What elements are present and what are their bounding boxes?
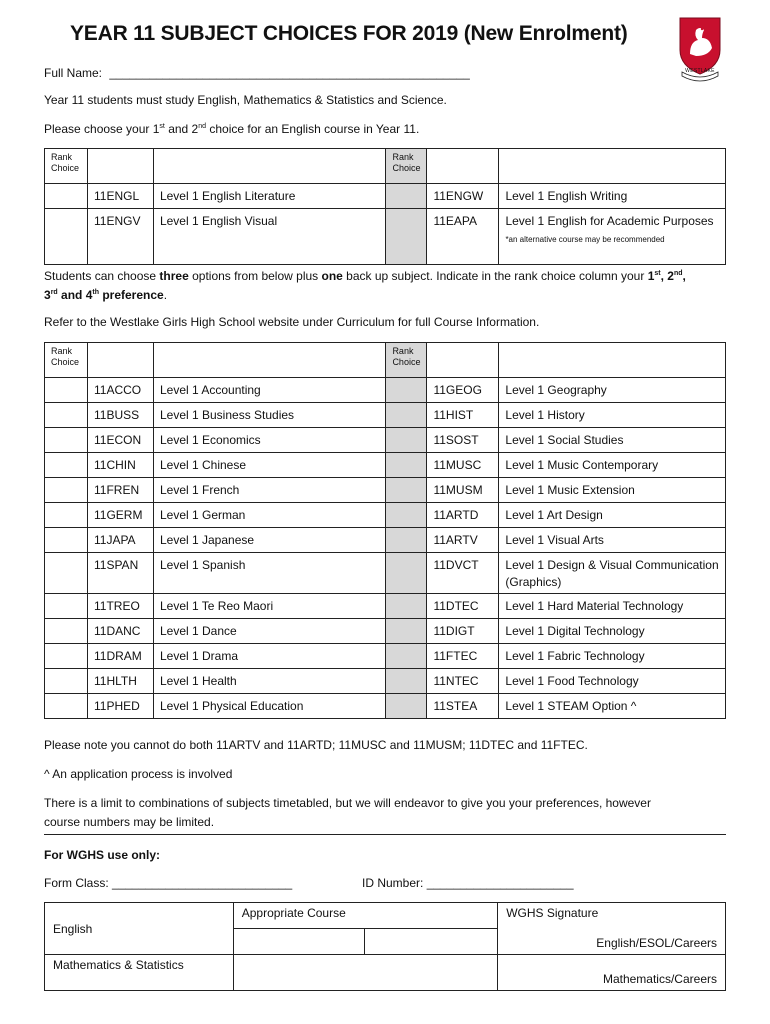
course-name: Level 1 Design & Visual Communication (Graphics) [499,553,726,594]
course-code: 11DRAM [87,644,153,669]
course-name: Level 1 Visual Arts [499,528,726,553]
course-name-with-note [499,209,726,265]
course-name: Level 1 Fabric Technology [499,644,726,669]
office-use-table [44,902,726,991]
course-code: 11HIST [427,403,499,428]
english-choice-table [44,148,726,265]
course-name: Level 1 Japanese [153,528,385,553]
rank-input[interactable] [386,594,427,619]
rank-input[interactable] [386,184,427,209]
intro-requirement: Year 11 students must study English, Mathematics & Statistics and Science. [44,93,447,107]
rank-input[interactable] [45,619,88,644]
rank-input[interactable] [45,503,88,528]
course-name: Level 1 German [153,503,385,528]
rank-choice-header: Rank Choice [386,149,427,184]
course-code: 11ARTD [427,503,499,528]
rank-choice-header: Rank Choice [45,149,88,184]
signature-field[interactable] [498,929,726,955]
rank-input[interactable] [45,428,88,453]
rank-input[interactable] [45,453,88,478]
rank-input[interactable] [45,553,88,594]
rank-input[interactable] [386,378,427,403]
form-class-row [44,876,292,890]
table-row [45,503,726,528]
course-name: Level 1 Economics [153,428,385,453]
rank-input[interactable] [45,209,88,265]
table-row [45,644,726,669]
id-number-field[interactable]: ______________________ [426,876,574,890]
table-row [45,453,726,478]
table-row [45,694,726,719]
full-name-label: Full Name: [44,66,103,80]
course-name: Level 1 English for Academic Purposes [505,214,714,228]
rank-input[interactable] [386,619,427,644]
course-code: 11DANC [87,619,153,644]
course-code: 11PHED [87,694,153,719]
course-name: Level 1 History [499,403,726,428]
rank-input[interactable] [386,478,427,503]
subjects-choice-table [44,342,726,719]
table-row [45,669,726,694]
rank-input[interactable] [386,403,427,428]
course-code: 11ECON [87,428,153,453]
course-code: 11NTEC [427,669,499,694]
course-code: 11MUSC [427,453,499,478]
course-name: Level 1 Music Extension [499,478,726,503]
course-name: Level 1 Accounting [153,378,385,403]
course-code: 11FTEC [427,644,499,669]
signature-field[interactable] [498,955,726,991]
rank-input[interactable] [45,694,88,719]
course-code: 11BUSS [87,403,153,428]
rank-choice-header: Rank Choice [386,343,427,378]
crest-motto: WESTLAKE [685,68,715,74]
course-code: 11TREO [87,594,153,619]
office-row-label: Mathematics & Statistics [45,955,234,991]
full-name-row [44,66,470,80]
course-name: Level 1 Hard Material Technology [499,594,726,619]
rank-input[interactable] [386,553,427,594]
course-code: 11ENGW [427,184,499,209]
course-name: Level 1 Digital Technology [499,619,726,644]
course-code: 11DIGT [427,619,499,644]
course-name: Level 1 Spanish [153,553,385,594]
table-row [45,594,726,619]
refer-website: Refer to the Westlake Girls High School website under Curriculum for full Course Information. [44,315,540,329]
rank-input[interactable] [386,528,427,553]
course-input[interactable] [365,929,498,955]
course-name: Level 1 English Literature [153,184,386,209]
course-name: Level 1 Geography [499,378,726,403]
table-row [45,528,726,553]
rank-choice-header: Rank Choice [45,343,88,378]
application-note: ^ An application process is involved [44,767,233,781]
course-code: 11STEA [427,694,499,719]
office-row-label: English [45,903,234,955]
form-class-field[interactable]: ___________________________ [112,876,293,890]
course-code: 11DTEC [427,594,499,619]
course-code: 11SOST [427,428,499,453]
course-code: 11CHIN [87,453,153,478]
course-code: 11ENGV [87,209,153,265]
signature-role: English/ESOL/Careers [596,936,717,950]
course-name: Level 1 French [153,478,385,503]
course-code: 11GERM [87,503,153,528]
course-code: 11ARTV [427,528,499,553]
divider [44,834,726,835]
table-row [45,378,726,403]
course-name: Level 1 Dance [153,619,385,644]
course-code: 11FREN [87,478,153,503]
course-name: Level 1 Te Reo Maori [153,594,385,619]
rank-input[interactable] [45,644,88,669]
rank-input[interactable] [45,478,88,503]
rank-input[interactable] [386,428,427,453]
table-row [45,428,726,453]
options-instructions: Students can choose three options from below plus one back up subject. Indicate in the rank choice column your 1st, 2nd, 3rd and 4th preference. [44,269,686,302]
course-name: Level 1 Physical Education [153,694,385,719]
course-code: 11MUSM [427,478,499,503]
table-row [45,478,726,503]
combination-note: Please note you cannot do both 11ARTV and 11ARTD; 11MUSC and 11MUSM; 11DTEC and 11FTEC. [44,738,588,752]
table-row [45,619,726,644]
table-row [45,403,726,428]
course-name: Level 1 STEAM Option ^ [499,694,726,719]
course-code: 11SPAN [87,553,153,594]
course-name: Level 1 Health [153,669,385,694]
course-code: 11JAPA [87,528,153,553]
course-code: 11GEOG [427,378,499,403]
signature-role: Mathematics/Careers [602,972,717,986]
rank-input[interactable] [386,644,427,669]
course-code: 11EAPA [427,209,499,265]
limit-note-line1: There is a limit to combinations of subjects timetabled, but we will endeavor to give you your preferences, however [44,796,651,810]
id-number-row [362,876,574,890]
course-name: Level 1 Social Studies [499,428,726,453]
table-row [45,553,726,594]
course-name: Level 1 Art Design [499,503,726,528]
appropriate-course-header: Appropriate Course [233,903,498,929]
full-name-field[interactable]: ______________________________________________________ [109,66,470,80]
table-row [45,209,726,265]
rank-input[interactable] [386,694,427,719]
course-name: Level 1 English Visual [153,209,386,265]
course-code: 11HLTH [87,669,153,694]
course-name: Level 1 English Writing [499,184,726,209]
rank-input[interactable] [386,209,427,265]
rank-input[interactable] [45,528,88,553]
signature-header: WGHS Signature [498,903,726,929]
course-note: *an alternative course may be recommended [505,235,665,244]
rank-input[interactable] [386,669,427,694]
course-code: 11ENGL [87,184,153,209]
course-name: Level 1 Food Technology [499,669,726,694]
form-class-label: Form Class: [44,876,109,890]
intro-english-choice: Please choose your 1st and 2nd choice for an English course in Year 11. [44,122,420,136]
rank-input[interactable] [45,403,88,428]
id-number-label: ID Number: [362,876,424,890]
rank-input[interactable] [45,669,88,694]
rank-input[interactable] [386,503,427,528]
course-code: 11ACCO [87,378,153,403]
table-row [45,184,726,209]
course-name: Level 1 Drama [153,644,385,669]
course-input[interactable] [233,955,498,991]
course-name: Level 1 Music Contemporary [499,453,726,478]
rank-input[interactable] [386,453,427,478]
course-name: Level 1 Chinese [153,453,385,478]
rank-input[interactable] [45,184,88,209]
course-code: 11DVCT [427,553,499,594]
office-use-heading: For WGHS use only: [44,848,161,862]
page-title: YEAR 11 SUBJECT CHOICES FOR 2019 (New Enrolment) [70,22,628,45]
course-input[interactable] [233,929,365,955]
rank-input[interactable] [45,594,88,619]
course-name: Level 1 Business Studies [153,403,385,428]
limit-note-line2: course numbers may be limited. [44,815,215,829]
rank-input[interactable] [45,378,88,403]
